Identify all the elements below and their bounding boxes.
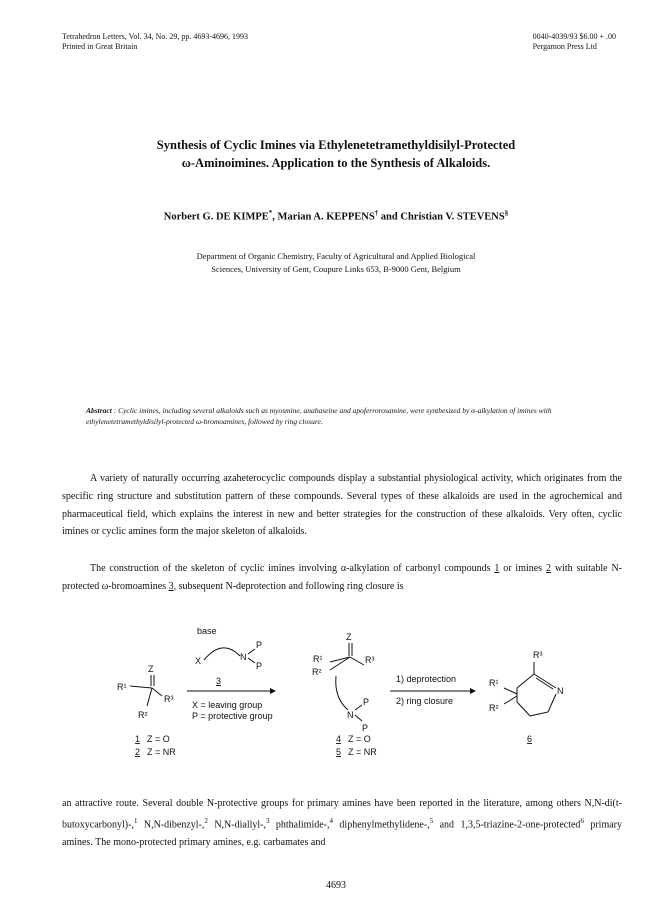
leaving-group-x: X bbox=[195, 656, 202, 666]
intermediate-n: N bbox=[347, 710, 354, 720]
journal-citation bbox=[62, 32, 248, 52]
base-label: base bbox=[197, 626, 217, 636]
paragraph-text: and 1,3,5-triazine-2-one-protected bbox=[433, 819, 581, 831]
body-paragraph-1: A variety of naturally occurring azaheterocyclic compounds display a substantial physiological activity, which originates from the specific ring structure and substitution pattern of these compounds. Several types of these alkaloids are used in the agrochemical and pharmaceutical field, which explains the interest in new and better strategies for the construction of these alkaloids. Very often, cyclic imines or cyclic amines form the major skeleton of alkaloids. bbox=[62, 473, 622, 538]
substituent-r2: R² bbox=[138, 710, 148, 720]
substituent-r2: R² bbox=[312, 667, 322, 677]
compound-ref: 3 bbox=[168, 580, 174, 592]
title-line-1: Synthesis of Cyclic Imines via Ethylenetetramethyldisilyl-Protected bbox=[156, 138, 516, 152]
substituent-r1: R¹ bbox=[489, 678, 499, 688]
publisher-code bbox=[533, 32, 616, 52]
journal-line: Tetrahedron Letters, Vol. 34, No. 29, pp. 4693-4696, 1993 bbox=[62, 32, 249, 41]
paragraph-text: an attractive route. Several double N-protective groups for primary amines have been reported in the literature, among others N,N-di(t-butoxycarbonyl)-, bbox=[62, 798, 622, 831]
compound-ref: 2 bbox=[545, 563, 551, 574]
reagent-p1: P bbox=[256, 640, 263, 650]
compound-1-number: 1 bbox=[135, 734, 141, 744]
abstract-label: Abstract bbox=[86, 406, 112, 415]
printed-line: Printed in Great Britain bbox=[62, 42, 138, 51]
reference-mark: 2 bbox=[204, 816, 208, 825]
paragraph-text: The construction of the skeleton of cyclic imines involving α-alkylation of carbonyl compounds bbox=[90, 563, 495, 574]
paragraph-text: N,N-diallyl-, bbox=[207, 819, 266, 831]
paragraph-text: primary amines. The mono-protected primary amines, e.g. carbamates and bbox=[62, 819, 623, 848]
reference-mark: 6 bbox=[580, 816, 584, 825]
title-line-2: ω-Aminoimines. Application to the Synthesis of Alkaloids. bbox=[181, 156, 491, 170]
condition-leaving-group: X = leaving group bbox=[192, 700, 263, 710]
issn-line: 0040-4039/93 $6.00 + .00 bbox=[532, 32, 616, 41]
substituent-r3: R³ bbox=[365, 655, 375, 665]
reagent-n: N bbox=[240, 652, 247, 662]
paragraph-text: phthalimide-, bbox=[269, 819, 330, 831]
paragraph-text: N,N-dibenzyl-, bbox=[137, 819, 205, 831]
body-paragraph-3 bbox=[62, 795, 622, 852]
compound-5-label: Z = NR bbox=[348, 747, 377, 757]
compound-5-number: 5 bbox=[336, 747, 342, 757]
affiliation bbox=[60, 250, 612, 276]
author-list bbox=[40, 209, 632, 223]
body-paragraph-2 bbox=[62, 560, 622, 596]
compound-4-label: Z = O bbox=[348, 734, 371, 744]
condition-protective-group: P = protective group bbox=[192, 711, 273, 721]
paragraph-text: diphenylmethylidene-, bbox=[333, 819, 430, 831]
compound-2-number: 2 bbox=[135, 747, 141, 757]
compound-2-label: Z = NR bbox=[147, 747, 176, 757]
compound-4-number: 4 bbox=[336, 734, 342, 744]
author-mark: § bbox=[504, 209, 509, 217]
author-name: Norbert G. DE KIMPE bbox=[163, 211, 269, 223]
step-deprotection: 1) deprotection bbox=[396, 674, 457, 684]
author-mark: † bbox=[374, 209, 379, 217]
author-separator: , bbox=[272, 211, 278, 223]
intermediate-p2: P bbox=[362, 723, 369, 733]
author-name: Marian A. KEPPENS bbox=[277, 211, 375, 223]
product-n: N bbox=[557, 686, 564, 696]
abstract-text: : Cyclic imines, including several alkaloids such as myosmine, anabaseine and apoferrorosamine, were synthesized by α-alkylation of imines with ethylenetetramethyldisilyl-protected ω-bromoamines, followed by ring closure. bbox=[86, 406, 552, 426]
publisher-line: Pergamon Press Ltd bbox=[532, 42, 597, 51]
reaction-scheme bbox=[0, 618, 672, 768]
substituent-r1: R¹ bbox=[313, 654, 323, 664]
compound-1-label: Z = O bbox=[147, 734, 170, 744]
reference-mark: 1 bbox=[133, 816, 138, 825]
reference-mark: 4 bbox=[329, 816, 334, 825]
compound-6-number: 6 bbox=[527, 734, 533, 744]
reference-mark: 5 bbox=[429, 816, 434, 825]
reagent-number: 3 bbox=[216, 676, 222, 686]
paragraph-text: , subsequent N-deprotection and following ring closure is bbox=[173, 580, 404, 592]
author-name: Christian V. STEVENS bbox=[400, 211, 505, 223]
abstract bbox=[86, 405, 606, 427]
substituent-z: Z bbox=[346, 632, 352, 642]
page-number: 4693 bbox=[326, 880, 346, 891]
affiliation-line-2: Sciences, University of Gent, Coupure Links 653, B-9000 Gent, Belgium bbox=[211, 264, 461, 274]
substituent-r2: R² bbox=[489, 703, 499, 713]
reagent-p2: P bbox=[256, 661, 263, 671]
reference-mark: 3 bbox=[265, 816, 270, 825]
intermediate-p1: P bbox=[363, 697, 370, 707]
reagent-chain bbox=[204, 648, 240, 660]
author-mark: * bbox=[268, 209, 273, 217]
substituent-z: Z bbox=[148, 664, 154, 674]
compound-ref: 1 bbox=[494, 563, 500, 574]
affiliation-line-1: Department of Organic Chemistry, Faculty of Agricultural and Applied Biological bbox=[196, 251, 476, 261]
substituent-r1: R¹ bbox=[117, 682, 127, 692]
substituent-r3: R³ bbox=[164, 694, 174, 704]
author-separator: and bbox=[378, 211, 401, 223]
paper-title bbox=[40, 136, 632, 172]
paragraph-text: or imines bbox=[499, 563, 546, 574]
substituent-r3: R³ bbox=[533, 650, 543, 660]
paragraph-text: with suitable N-protected ω-bromoamines bbox=[62, 563, 622, 592]
step-ring-closure: 2) ring closure bbox=[396, 696, 454, 706]
